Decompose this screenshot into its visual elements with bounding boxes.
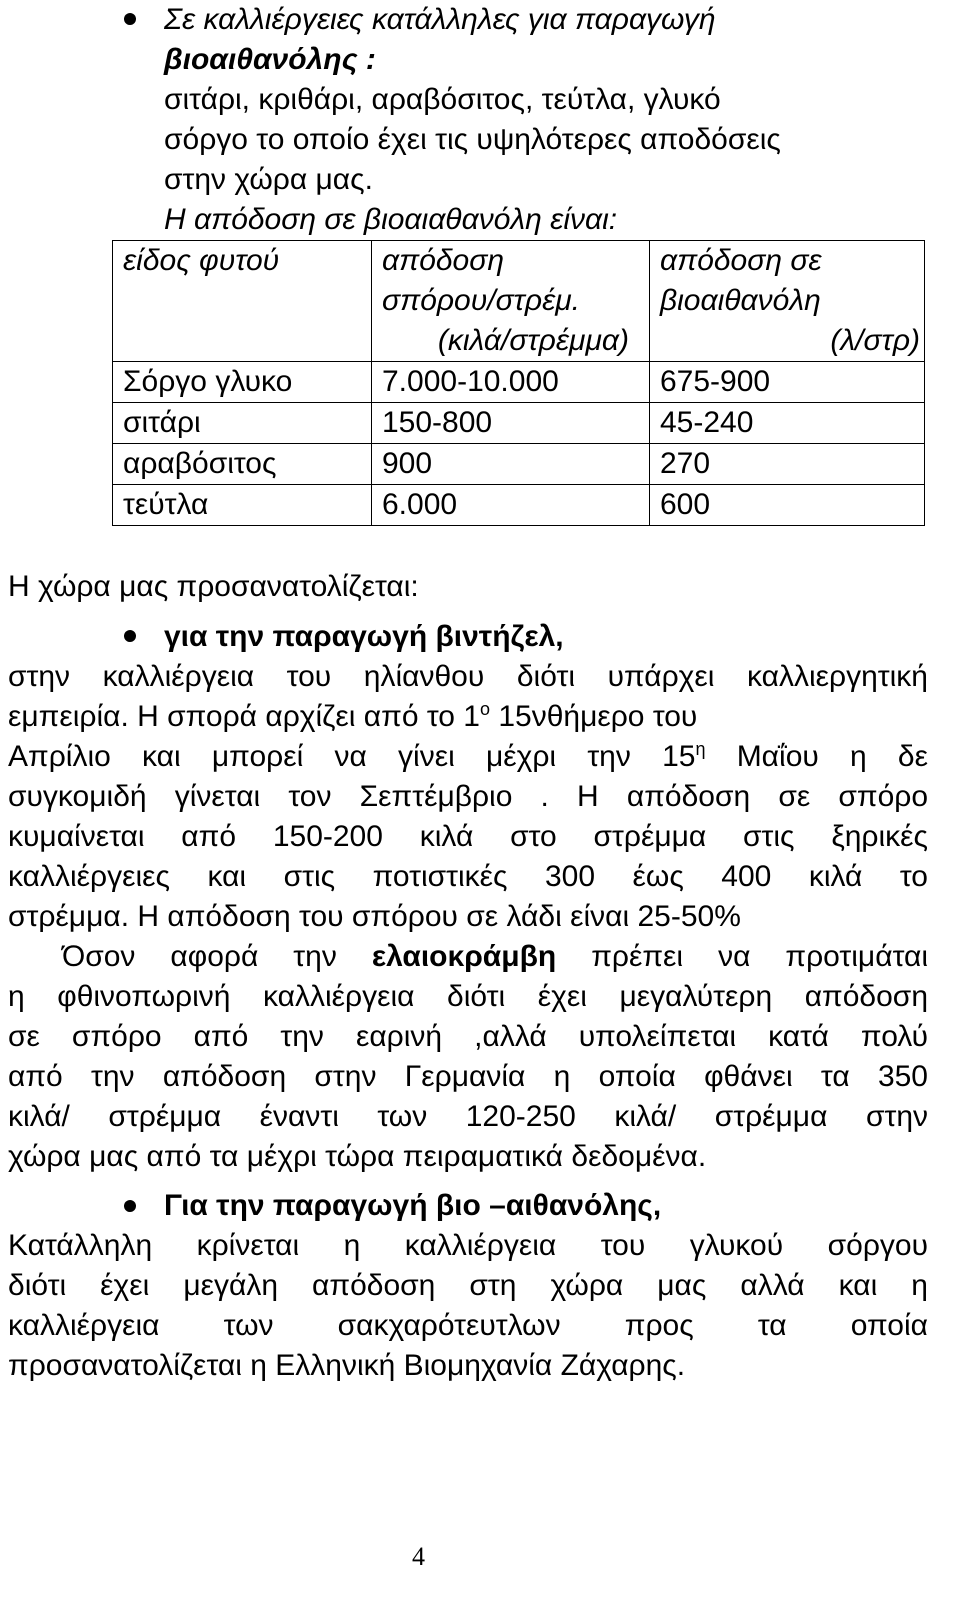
table-row <box>113 362 925 403</box>
header-seed-yield: απόδοση σπόρου/στρέμ. (κιλά/στρέμμα) <box>372 241 650 362</box>
table-row <box>113 444 925 485</box>
bullet-1 <box>124 13 136 25</box>
section3-title: Για την παραγωγή βιο –αιθανόλης, <box>164 1189 662 1222</box>
cell-plant: σιτάρι <box>113 403 372 444</box>
cell-ethanol: 675-900 <box>650 362 925 403</box>
header-ethanol-yield: απόδοση σε βιοαιθανόλη (λ/στρ) <box>650 241 925 362</box>
paragraph-line: στρέμμα. Η απόδοση του σπόρου σε λάδι είναι 25-50% <box>8 900 741 933</box>
cell-seed: 7.000-10.000 <box>372 362 650 403</box>
cell-ethanol: 45-240 <box>650 403 925 444</box>
paragraph-line: συγκομιδή γίνεται τον Σεπτέμβριο . Η απόδοση σε σπόρο <box>8 780 928 813</box>
header-plant: είδος φυτού <box>113 241 372 362</box>
cell-seed: 900 <box>372 444 650 485</box>
section2-intro: Η χώρα μας προσανατολίζεται: <box>8 570 419 603</box>
paragraph-line: στην καλλιέργεια του ηλίανθου διότι υπάρχει καλλιεργητική <box>8 660 928 693</box>
cell-ethanol: 600 <box>650 485 925 526</box>
paragraph-line: σε σπόρο από την εαρινή ,αλλά υπολείπεται κατά πολύ <box>8 1020 928 1053</box>
paragraph-line: καλλιέργεια των σακχαρότευτλων προς τα οποία <box>8 1309 928 1342</box>
paragraph-rapeseed <box>8 937 928 1177</box>
paragraph-line: κυμαίνεται από 150-200 κιλά στο στρέμμα στις ξηρικές <box>8 820 928 853</box>
paragraph-line: Απρίλιο και μπορεί να γίνει μέχρι την $15^\eta$ Μαΐου η δε <box>8 739 928 773</box>
section1-title-line1: Σε καλλιέργειες κατάλληλες για παραγωγή <box>164 3 716 36</box>
paragraph-line: Όσον αφορά την ελαιοκράμβη πρέπει να προτιμάται <box>62 940 928 973</box>
section1-line: σιτάρι, κριθάρι, αραβόσιτος, τεύτλα, γλυκό <box>164 83 721 116</box>
paragraph-line: εμπειρία. Η σπορά αρχίζει από το $1^o$ 15νθήμερο του <box>8 699 698 733</box>
section2-title: για την παραγωγή βιντήζελ, <box>164 620 564 653</box>
cell-plant: αραβόσιτος <box>113 444 372 485</box>
cell-seed: 150-800 <box>372 403 650 444</box>
paragraph-line: χώρα μας από τα μέχρι τώρα πειραματικά δεδομένα. <box>8 1140 707 1173</box>
table-row <box>113 403 925 444</box>
section1-line: σόργο το οποίο έχει τις υψηλότερες αποδόσεις <box>164 123 781 156</box>
yield-table <box>112 240 925 526</box>
section1-line: στην χώρα μας. <box>164 163 373 196</box>
cell-seed: 6.000 <box>372 485 650 526</box>
paragraph-line: Κατάλληλη κρίνεται η καλλιέργεια του γλυκού σόργου <box>8 1229 928 1262</box>
table-header-row <box>113 241 925 362</box>
table-row <box>113 485 925 526</box>
paragraph-sunflower <box>8 657 928 937</box>
cell-plant: τεύτλα <box>113 485 372 526</box>
table-intro: Η απόδοση σε βιοαιαθανόλη είναι: <box>164 203 618 236</box>
section1-title-line2: βιοαιθανόλης : <box>164 43 376 76</box>
cell-ethanol: 270 <box>650 444 925 485</box>
bullet-3 <box>124 1200 136 1212</box>
paragraph-bioethanol <box>8 1226 928 1386</box>
page-number: 4 <box>412 1542 425 1571</box>
paragraph-line: προσανατολίζεται η Ελληνική Βιομηχανία Ζάχαρης. <box>8 1349 686 1382</box>
paragraph-line: η φθινοπωρινή καλλιέργεια διότι έχει μεγαλύτερη απόδοση <box>8 980 928 1013</box>
paragraph-line: κιλά/ στρέμμα έναντι των 120-250 κιλά/ στρέμμα στην <box>8 1100 928 1133</box>
paragraph-line: διότι έχει μεγάλη απόδοση στη χώρα μας αλλά και η <box>8 1269 928 1302</box>
paragraph-line: καλλιέργειες και στις ποτιστικές 300 έως 400 κιλά το <box>8 860 928 893</box>
cell-plant: Σόργο γλυκο <box>113 362 372 403</box>
paragraph-line: από την απόδοση στην Γερμανία η οποία φθάνει τα 350 <box>8 1060 928 1093</box>
bullet-2 <box>124 630 136 642</box>
